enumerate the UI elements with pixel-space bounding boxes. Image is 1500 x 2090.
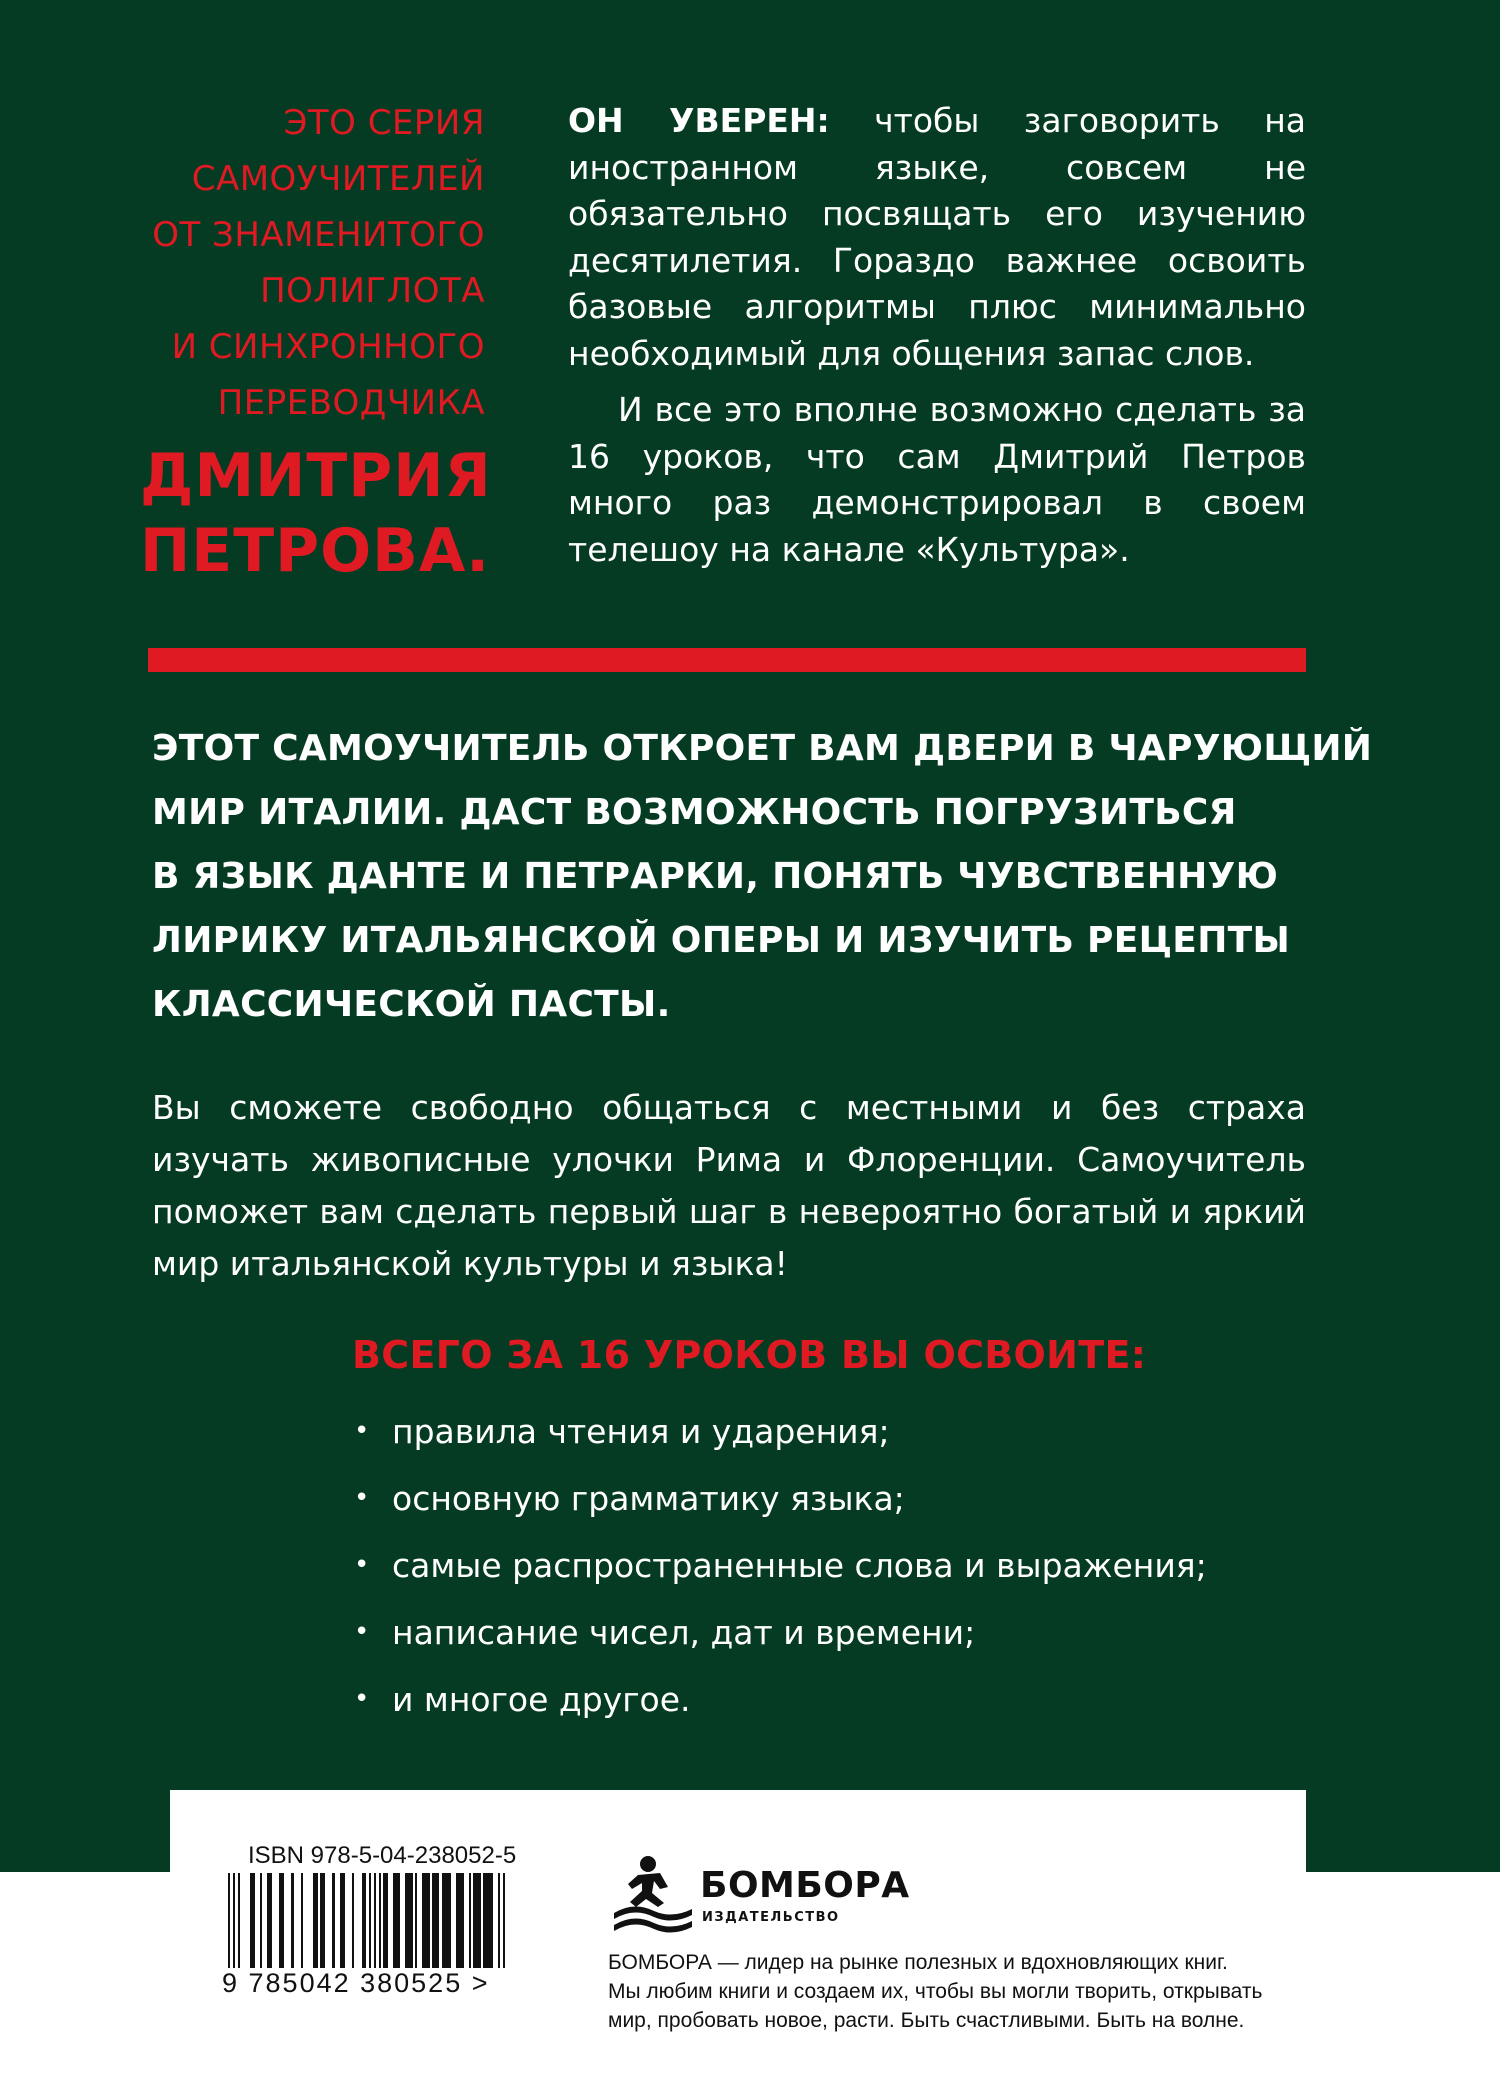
author-name-line: ДМИТРИЯ	[140, 441, 492, 511]
list-item-text: основную грамматику языка;	[392, 1479, 905, 1518]
isbn-label: ISBN 978-5-04-238052-5	[248, 1842, 517, 1869]
headline-line: КЛАССИЧЕСКОЙ ПАСТЫ.	[152, 984, 671, 1025]
description	[152, 1082, 1306, 1290]
barcode-bar	[294, 1873, 301, 1968]
list-item-text: правила чтения и ударения;	[392, 1412, 890, 1451]
skills-list	[352, 1398, 1252, 1733]
series-line: ПЕРЕВОДЧИКА	[217, 383, 485, 423]
author-name-line: ПЕТРОВА.	[140, 516, 491, 586]
headline-line: В ЯЗЫК ДАНТЕ И ПЕТРАРКИ, ПОНЯТЬ ЧУВСТВЕННУЮ	[152, 856, 1279, 897]
publisher-description-line: Мы любим книги и создаем их, чтобы вы могли творить, открывать	[608, 1980, 1263, 2003]
barcode-bar	[432, 1873, 439, 1968]
intro-lead: ОН УВЕРЕН:	[568, 101, 830, 140]
list-item	[352, 1398, 1252, 1465]
barcode-bar	[240, 1873, 250, 1968]
bullet-icon: •	[354, 1684, 370, 1714]
bullet-icon: •	[354, 1617, 370, 1647]
barcode-bar	[354, 1873, 361, 1968]
barcode-bar	[284, 1873, 291, 1968]
list-item	[352, 1532, 1252, 1599]
barcode-digits: 9 785042 380525 >	[222, 1968, 490, 1998]
barcode-bar	[473, 1873, 480, 1968]
headline-line: МИР ИТАЛИИ. ДАСТ ВОЗМОЖНОСТЬ ПОГРУЗИТЬСЯ	[152, 792, 1237, 833]
publisher-description-line: мир, пробовать новое, расти. Быть счастливыми. Быть на волне.	[608, 2009, 1245, 2032]
list-item-text: и многое другое.	[392, 1680, 691, 1719]
barcode-bar	[393, 1873, 400, 1968]
skills-title: ВСЕГО ЗА 16 УРОКОВ ВЫ ОСВОИТЕ:	[352, 1333, 1147, 1377]
publisher-name: БОМБОРА	[700, 1865, 910, 1906]
series-line: ЭТО СЕРИЯ	[283, 103, 485, 143]
list-item-text: самые распространенные слова и выражения;	[392, 1546, 1207, 1585]
barcode-bar	[422, 1873, 429, 1968]
barcode-bar	[483, 1873, 493, 1968]
list-item	[352, 1666, 1252, 1733]
series-line: ОТ ЗНАМЕНИТОГО	[152, 215, 485, 255]
headline-line: ЭТОТ САМОУЧИТЕЛЬ ОТКРОЕТ ВАМ ДВЕРИ В ЧАРУЮЩИЙ	[152, 728, 1373, 769]
headline-line: ЛИРИКУ ИТАЛЬЯНСКОЙ ОПЕРЫ И ИЗУЧИТЬ РЕЦЕПТЫ	[152, 920, 1291, 961]
series-line: ПОЛИГЛОТА	[260, 271, 485, 311]
barcode-icon	[228, 1873, 528, 1968]
list-item	[352, 1599, 1252, 1666]
barcode-bar	[303, 1873, 313, 1968]
series-line: САМОУЧИТЕЛЕЙ	[191, 159, 485, 199]
barcode-bar	[345, 1873, 352, 1968]
series-description	[140, 95, 492, 589]
bullet-icon: •	[354, 1483, 370, 1513]
publisher-subtitle: ИЗДАТЕЛЬСТВО	[702, 1910, 840, 1925]
barcode-bar	[272, 1873, 279, 1968]
barcode-bar	[405, 1873, 412, 1968]
barcode-bar	[442, 1873, 452, 1968]
intro-paragraph: И все это вполне возможно сделать за 16 уроков, что сам Дмитрий Петров много раз демонстрировал в своем телешоу на канале «Культура».	[568, 390, 1306, 569]
headline	[152, 717, 1373, 1037]
list-item	[352, 1465, 1252, 1532]
barcode-bar	[503, 1873, 505, 1968]
barcode-bar	[456, 1873, 463, 1968]
publisher-description-line: БОМБОРА — лидер на рынке полезных и вдохновляющих книг.	[608, 1951, 1228, 1974]
surfer-on-wave-logo-icon	[608, 1853, 696, 1939]
red-divider	[148, 648, 1306, 672]
bullet-icon: •	[354, 1416, 370, 1446]
barcode-bar	[325, 1873, 332, 1968]
intro-paragraph	[568, 98, 1306, 377]
publisher-description	[608, 1948, 1288, 2035]
intro-paragraph-text: чтобы заговорить на иностранном языке, совсем не обязательно посвящать его изучению десятилетия. Гораздо важнее освоить базовые алгоритмы плюс минимально необходимый для общения запас слов.	[568, 101, 1306, 373]
intro-text	[568, 98, 1306, 573]
description-paragraph: Вы сможете свободно общаться с местными и без страха изучать живописные улочки Рима и Флоренции. Самоучитель поможет вам сделать первый шаг в невероятно богатый и яркий мир итальянской культуры и языка!	[152, 1088, 1306, 1283]
bullet-icon: •	[354, 1550, 370, 1580]
series-line: И СИНХРОННОГО	[171, 327, 485, 367]
list-item-text: написание чисел, дат и времени;	[392, 1613, 976, 1652]
